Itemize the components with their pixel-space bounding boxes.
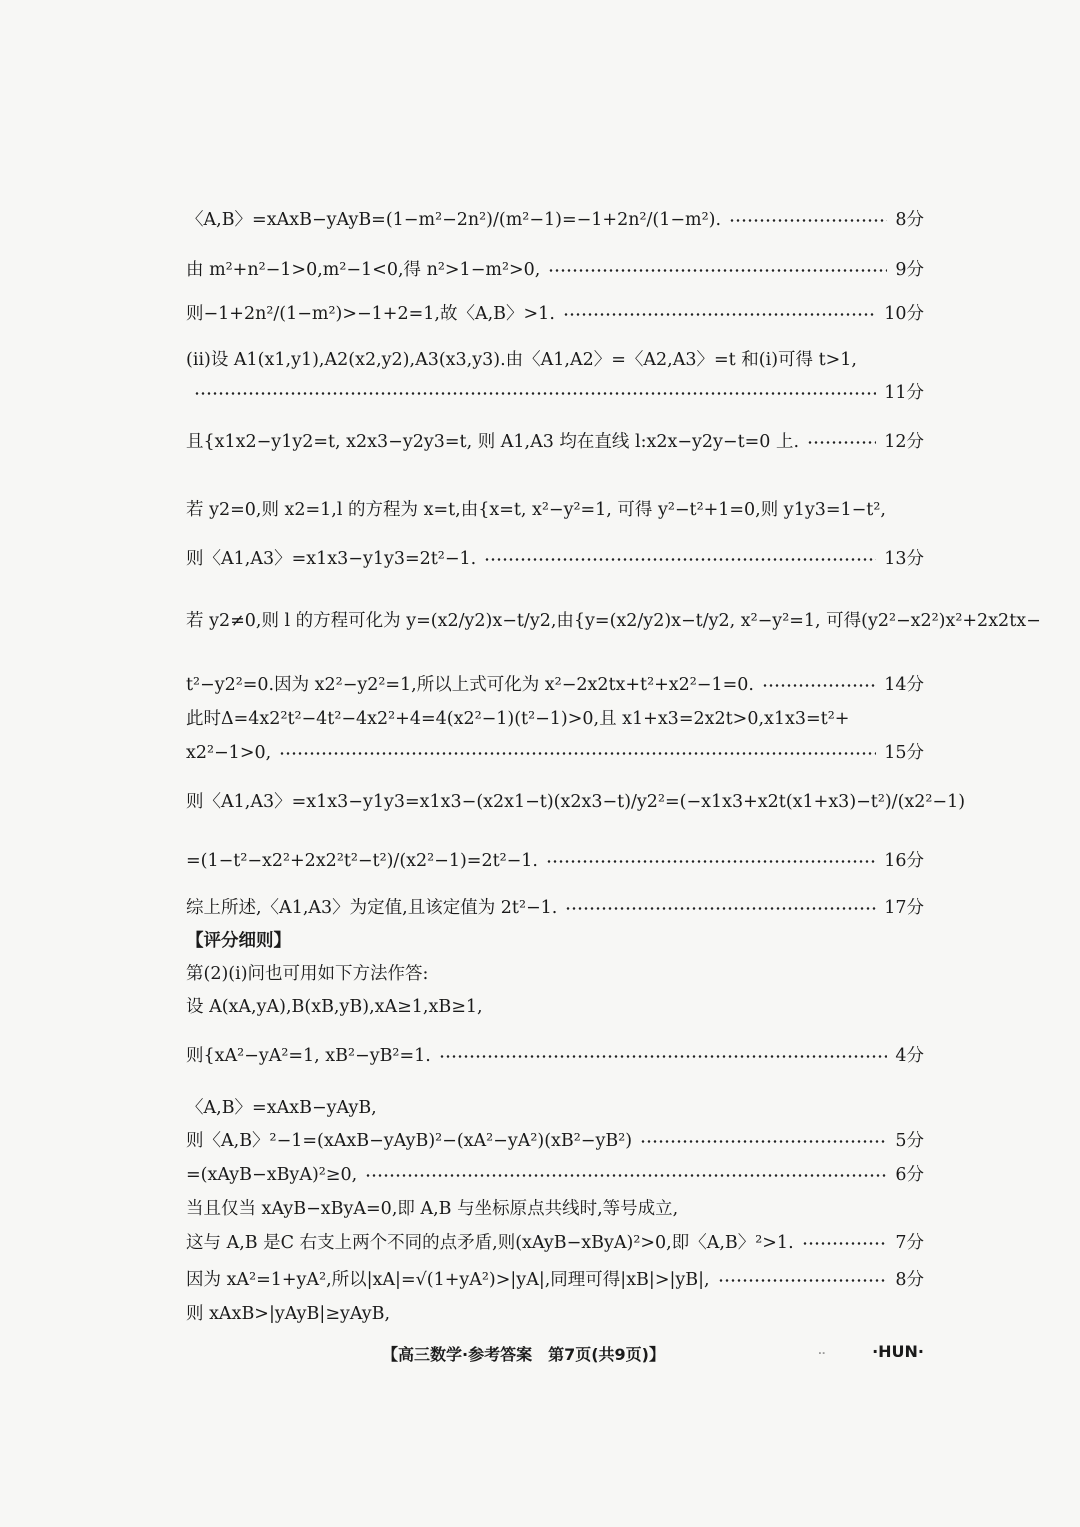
line-text: 由 m²+n²−1>0,m²−1<0,得 n²>1−m²>0, xyxy=(186,260,541,280)
solution-line xyxy=(186,611,1041,631)
solution-line xyxy=(186,260,924,281)
score-mark: 10分 xyxy=(884,304,924,324)
dot-leader xyxy=(807,441,876,444)
dot-leader xyxy=(439,1055,888,1058)
line-text: 综上所述,〈A1,A3〉为定值,且该定值为 2t²−1. xyxy=(186,898,558,918)
line-text: 且{x1x2−y1y2=t, x2x3−y2y3=t, 则 A1,A3 均在直线 l:x2x−y2y−t=0 上. xyxy=(186,432,800,452)
line-text: 因为 xA²=1+yA²,所以|xA|=√(1+yA²)>|yA|,同理可得|xB|>|yB|, xyxy=(186,1270,710,1290)
score-mark: 15分 xyxy=(884,743,924,763)
solution-line xyxy=(186,1165,924,1186)
grading-rules-heading: 【评分细则】 xyxy=(186,931,291,951)
line-text: 这与 A,B 是C 右支上两个不同的点矛盾,则(xAyB−xByA)²>0,即〈A,B〉²>1. xyxy=(186,1233,794,1253)
score-mark: 17分 xyxy=(884,898,924,918)
solution-line xyxy=(186,549,924,570)
solution-line xyxy=(186,1233,924,1254)
solution-line xyxy=(186,350,924,371)
score-mark: 6分 xyxy=(895,1165,924,1185)
solution-line xyxy=(186,1304,924,1325)
line-text: 〈A,B〉=xAxB−yAyB, xyxy=(186,1098,377,1118)
scan-artifact: .. xyxy=(818,1346,826,1357)
line-text: 若 y2≠0,则 l 的方程可化为 y=(x2/y2)x−t/y2,由{y=(x2/y2)x−t/y2, x²−y²=1, 可得(y2²−x2²)x²+2x2tx− xyxy=(186,611,1041,631)
line-text: 则 xAxB>|yAyB|≥yAyB, xyxy=(186,1304,391,1324)
solution-line xyxy=(186,500,924,520)
solution-line xyxy=(186,851,924,871)
line-text: 〈A,B〉=xAxB−yAyB=(1−m²−2n²)/(m²−1)=−1+2n²/(1−m²). xyxy=(186,210,722,230)
solution-line xyxy=(186,1046,924,1066)
line-text: 此时Δ=4x2²t²−4t²−4x2²+4=4(x2²−1)(t²−1)>0,且 x1+x3=2x2t>0,x1x3=t²+ xyxy=(186,709,850,729)
dot-leader xyxy=(194,392,876,395)
dot-leader xyxy=(546,860,876,863)
solution-line xyxy=(186,1131,924,1152)
dot-leader xyxy=(640,1140,887,1143)
score-mark: 9分 xyxy=(895,260,924,280)
dot-leader xyxy=(365,1174,887,1177)
dot-leader xyxy=(729,219,887,222)
solution-line xyxy=(186,1270,924,1291)
score-mark: 5分 xyxy=(895,1131,924,1151)
line-text: 则−1+2n²/(1−m²)>−1+2=1,故〈A,B〉>1. xyxy=(186,304,555,324)
solution-line xyxy=(186,1098,924,1119)
score-mark: 13分 xyxy=(884,549,924,569)
solution-line xyxy=(186,1199,924,1220)
score-mark: 8分 xyxy=(895,210,924,230)
score-mark: 7分 xyxy=(895,1233,924,1253)
score-mark: 12分 xyxy=(884,432,924,452)
line-text: =(1−t²−x2²+2x2²t²−t²)/(x2²−1)=2t²−1. xyxy=(186,851,538,871)
score-mark: 16分 xyxy=(884,851,924,871)
line-text: 则〈A1,A3〉=x1x3−y1y3=2t²−1. xyxy=(186,549,477,569)
dot-leader xyxy=(802,1242,888,1245)
line-text: 若 y2=0,则 x2=1,l 的方程为 x=t,由{x=t, x²−y²=1, 可得 y²−t²+1=0,则 y1y3=1−t², xyxy=(186,500,886,520)
solution-line xyxy=(186,898,924,919)
line-text: 则{xA²−yA²=1, xB²−yB²=1. xyxy=(186,1046,431,1066)
solution-line xyxy=(186,709,924,730)
solution-line xyxy=(186,964,924,985)
footer-page-info: 【高三数学·参考答案 第7页(共9页)】 xyxy=(382,1345,665,1364)
line-text: 设 A(xA,yA),B(xB,yB),xA≥1,xB≥1, xyxy=(186,997,483,1017)
solution-line xyxy=(186,210,924,230)
dot-leader xyxy=(279,752,876,755)
line-text: x2²−1>0, xyxy=(186,743,272,763)
dot-leader xyxy=(548,269,887,272)
line-text: 第(2)(ⅰ)问也可用如下方法作答: xyxy=(186,964,429,984)
footer-region-code: ·HUN· xyxy=(872,1342,924,1361)
section-heading xyxy=(186,931,924,952)
line-text: 当且仅当 xAyB−xByA=0,即 A,B 与坐标原点共线时,等号成立, xyxy=(186,1199,679,1219)
dot-leader xyxy=(718,1279,888,1282)
line-text: t²−y2²=0.因为 x2²−y2²=1,所以上式可化为 x²−2x2tx+t²+x2²−1=0. xyxy=(186,675,754,695)
solution-line xyxy=(186,743,924,764)
line-text: 则〈A,B〉²−1=(xAxB−yAyB)²−(xA²−yA²)(xB²−yB²) xyxy=(186,1131,633,1151)
dot-leader xyxy=(484,558,876,561)
solution-line xyxy=(186,792,966,812)
score-mark: 8分 xyxy=(895,1270,924,1290)
solution-line xyxy=(186,675,924,696)
solution-line xyxy=(186,304,924,324)
score-mark: 4分 xyxy=(895,1046,924,1066)
solution-line xyxy=(186,432,924,452)
score-mark: 14分 xyxy=(884,675,924,695)
solution-line xyxy=(186,383,924,404)
solution-line xyxy=(186,997,924,1018)
dot-leader xyxy=(565,907,876,910)
dot-leader xyxy=(762,684,876,687)
dot-leader xyxy=(563,313,876,316)
line-text: (ⅱ)设 A1(x1,y1),A2(x2,y2),A3(x3,y3).由〈A1,A2〉=〈A2,A3〉=t 和(ⅰ)可得 t>1, xyxy=(186,350,857,370)
line-text: =(xAyB−xByA)²≥0, xyxy=(186,1165,358,1185)
line-text: 则〈A1,A3〉=x1x3−y1y3=x1x3−(x2x1−t)(x2x3−t)/y2²=(−x1x3+x2t(x1+x3)−t²)/(x2²−1) xyxy=(186,792,966,812)
score-mark: 11分 xyxy=(884,383,924,403)
